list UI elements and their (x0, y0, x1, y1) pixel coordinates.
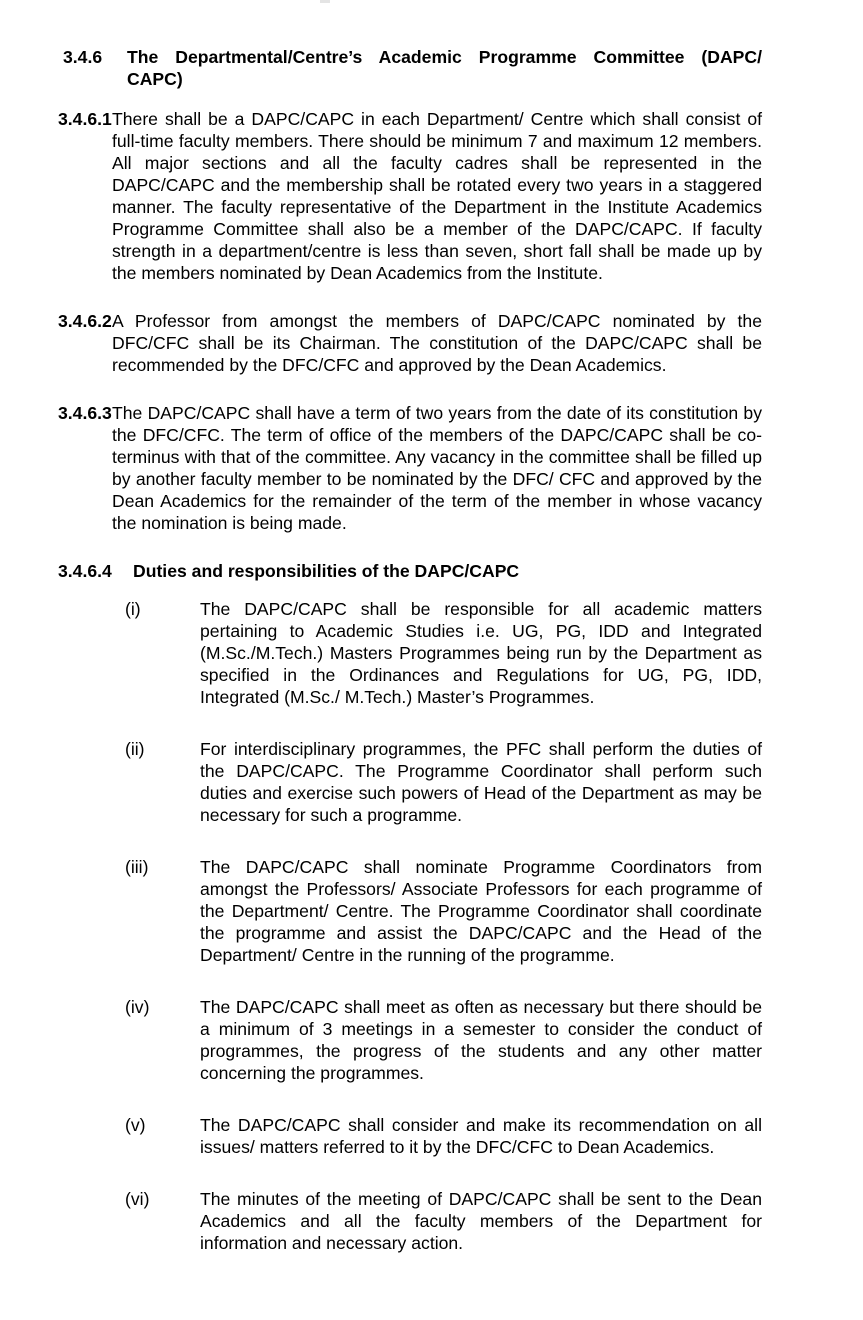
list-item-iii (125, 856, 762, 966)
paragraph-text: There shall be a DAPC/CAPC in each Department/ Centre which shall consist of full-time faculty members. There should be minimum 7 and maximum 12 members. All major sections and all the faculty cadres shall be represented in the DAPC/CAPC and the membership shall be rotated every two years in a staggered manner. The faculty representative of the Department in the Institute Academics Programme Committee shall also be a member of the DAPC/CAPC. If faculty strength in a department/centre is less than seven, short fall shall be made up by the members nominated by Dean Academics from the Institute. (112, 109, 762, 283)
paragraph-number: 3.4.6.3 (58, 403, 112, 423)
page-edge-artifact (320, 0, 330, 3)
section-heading-3-4-6 (58, 46, 762, 90)
paragraph-number: 3.4.6.2 (58, 311, 112, 331)
list-item-vi (125, 1188, 762, 1254)
list-item-iv (125, 996, 762, 1084)
list-item-v (125, 1114, 762, 1158)
list-marker: (iv) (125, 997, 150, 1017)
list-item-ii (125, 738, 762, 826)
list-item-i (125, 598, 762, 708)
list-marker: (iii) (125, 857, 149, 877)
section-title: The Departmental/Centre’s Academic Programme Committee (DAPC/ CAPC) (127, 47, 762, 89)
section-heading-3-4-6-4 (58, 560, 762, 582)
list-item-text: The DAPC/CAPC shall nominate Programme Coordinators from amongst the Professors/ Associate Professors for each programme of the Department/ Centre. The Programme Coordinator shall coordinate the programme and assist the DAPC/CAPC and the Head of the Department/ Centre in the running of the programme. (200, 857, 762, 965)
section-title: Duties and responsibilities of the DAPC/CAPC (133, 561, 520, 581)
section-number: 3.4.6 (63, 47, 103, 67)
paragraph-text: The DAPC/CAPC shall have a term of two years from the date of its constitution by the DFC/CFC. The term of office of the members of the DAPC/CAPC shall be co-terminus with that of the committee. Any vacancy in the committee shall be filled up by another faculty member to be nominated by the DFC/ CFC and approved by the Dean Academics for the remainder of the term of the member in whose vacancy the nomination is being made. (112, 403, 762, 533)
list-item-text: The DAPC/CAPC shall be responsible for all academic matters pertaining to Academic Studies i.e. UG, PG, IDD and Integrated (M.Sc./M.Tech.) Masters Programmes being run by the Department as specified in the Ordinances and Regulations for UG, PG, IDD, Integrated (M.Sc./ M.Tech.) Master’s Programmes. (200, 599, 762, 707)
list-item-text: The DAPC/CAPC shall meet as often as necessary but there should be a minimum of 3 meetings in a semester to consider the conduct of programmes, the progress of the students and any other matter concerning the programmes. (200, 997, 762, 1083)
list-marker: (i) (125, 599, 141, 619)
list-item-text: The minutes of the meeting of DAPC/CAPC shall be sent to the Dean Academics and all the faculty members of the Department for information and necessary action. (200, 1189, 762, 1253)
duties-list (58, 598, 762, 1254)
list-marker: (v) (125, 1115, 146, 1135)
section-number: 3.4.6.4 (58, 561, 112, 581)
list-item-text: For interdisciplinary programmes, the PFC shall perform the duties of the DAPC/CAPC. The Programme Coordinator shall perform such duties and exercise such powers of Head of the Department as may be necessary for such a programme. (200, 739, 762, 825)
paragraph-3-4-6-2 (58, 310, 762, 376)
paragraph-number: 3.4.6.1 (58, 109, 112, 129)
list-marker: (ii) (125, 739, 145, 759)
list-marker: (vi) (125, 1189, 150, 1209)
list-item-text: The DAPC/CAPC shall consider and make its recommendation on all issues/ matters referred to it by the DFC/CFC to Dean Academics. (200, 1115, 762, 1157)
paragraph-3-4-6-1 (58, 108, 762, 284)
paragraph-text: A Professor from amongst the members of DAPC/CAPC nominated by the DFC/CFC shall be its Chairman. The constitution of the DAPC/CAPC shall be recommended by the DFC/CFC and approved by the Dean Academics. (112, 311, 762, 375)
document-content (58, 46, 762, 1284)
paragraph-3-4-6-3 (58, 402, 762, 534)
